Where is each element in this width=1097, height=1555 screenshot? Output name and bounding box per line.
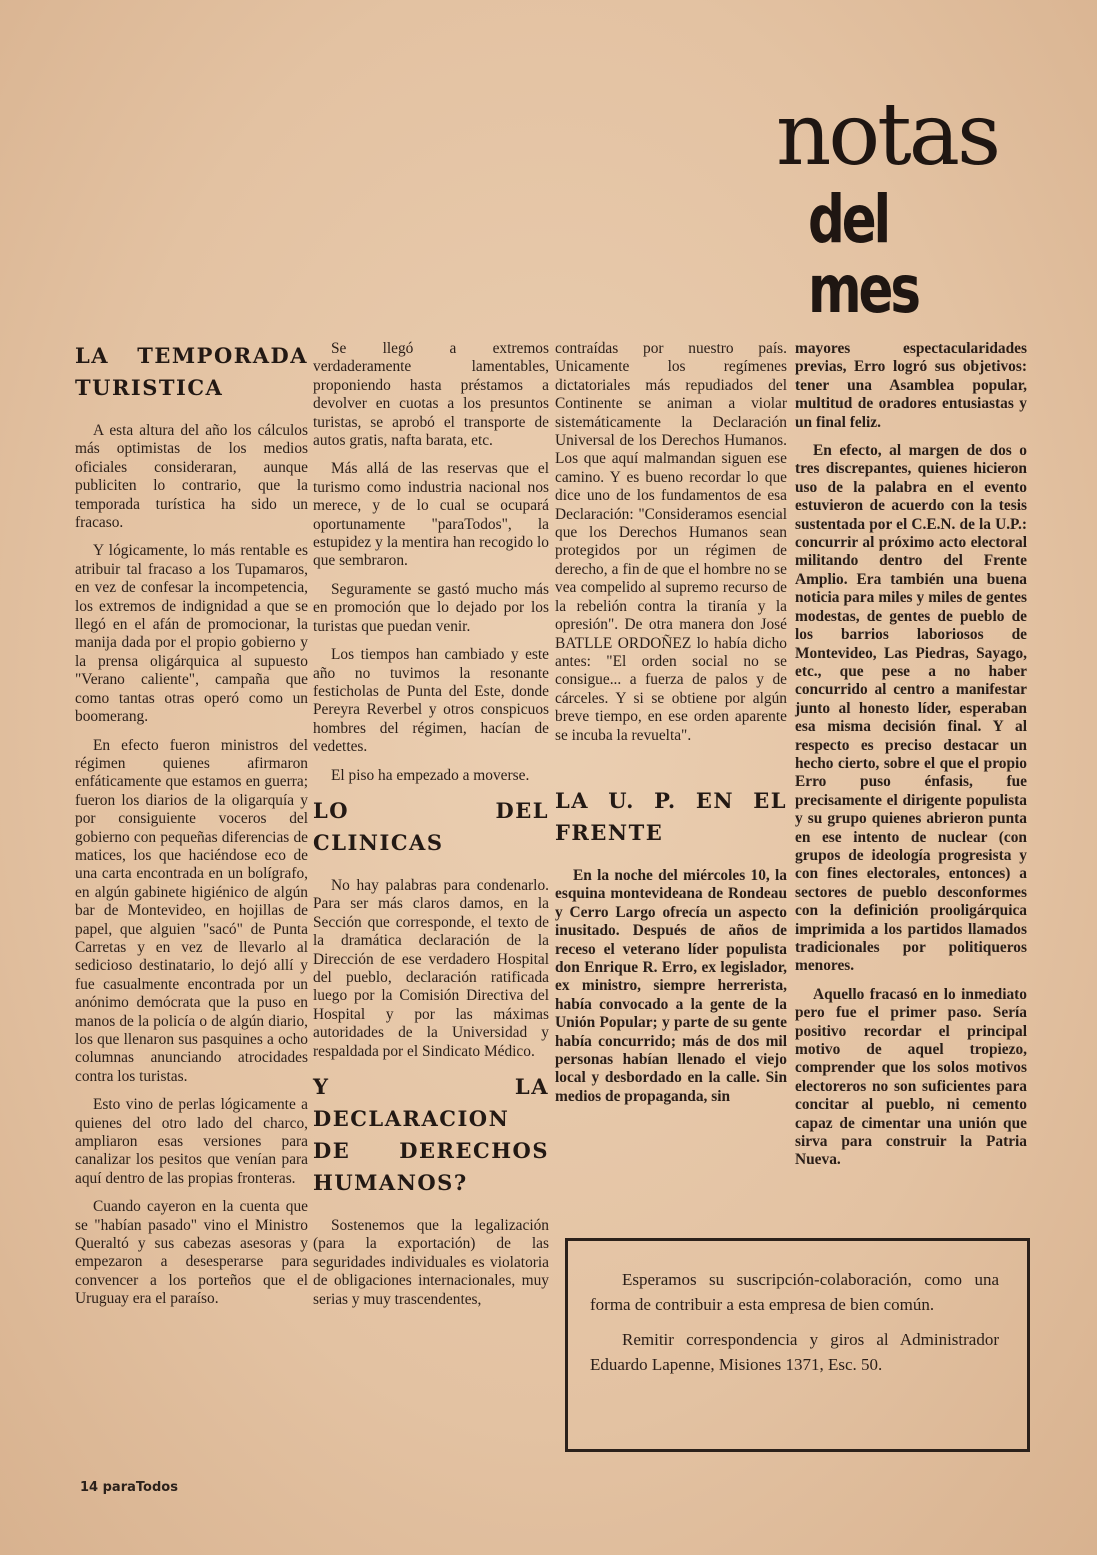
masthead-title: notas [776,85,999,185]
paragraph: Esto vino de perlas lógicamente a quienes del otro lado del charco, ampliaron esas versiones para canalizar los pesitos que venían para aquí dentro de las propias fronteras. [75,1096,308,1187]
masthead-subtitle: del mes [808,181,918,328]
section-heading-temporada: LA TEMPORADA TURISTICA [75,343,308,400]
column-1 [75,340,308,1319]
paragraph: En efecto fueron ministros del régimen quienes afirmaron enfáticamente que estamos en guerra; fueron los diarios de la oligarquía y por consiguiente voceros del gobierno con pequeñas diferencias de matices, los que haciéndose eco de una carta encontrada en un bolígrafo, en algún gabinete higiénico de algún bar de Montevideo, en hojillas de papel, que alguien "sacó" de Punta Carretas y en vez de llevarlo al sedicioso destinatario, lo dejó allí y fue casualmente encontrada por un anónimo demócrata que la puso en manos de la policía o de algún diario, los que llenaron sus pasquines a ocho columnas anunciando atrocidades contra los turistas. [75,736,308,1085]
section-heading-up-frente: LA U. P. EN EL FRENTE [555,787,787,845]
subscription-text: Esperamos su suscripción-colaboración, como una forma de contribuir a esta empresa de bien común. [590,1270,999,1314]
subscription-box [565,1238,1030,1452]
column-2 [313,340,549,1319]
paragraph: En efecto, al margen de dos o tres discrepantes, quienes hicieron uso de la palabra en el evento estuvieron de acuerdo con la tesis sustentada por el C.E.N. de la U.P.: concurrir al próximo acto electoral militando dentro del Frente Amplio. Era también una buena noticia para miles y miles de gentes modestas, de gentes de pueblo de los barrios laboriosos de Montevideo, Las Piedras, Sayago, etc., que pese a no haber concurrido al centro a manifestar junto al honesto líder, esperaban esa misma decisión final. Y al respecto es preciso destacar un hecho cierto, sobre el que el propio Erro puso énfasis, fue precisamente el dirigente populista y su grupo quienes abrieron punta en ese intento de nuclear (con grupos de ideología progresista y con fines electorales, entonces) a sectores de pueblo desconformes con la definición prooligárquica imprimida a los partidos llamados tradicionales por politiqueros menores. [795,442,1027,975]
column-3 [555,340,787,1116]
paragraph: Más allá de las reservas que el turismo como industria nacional nos merece, y de lo cual se ocupará oportunamente "paraTodos", la estupidez y la mentira han recogido lo que sembraron. [313,460,549,570]
paragraph: Los tiempos han cambiado y este año no tuvimos la resonante festicholas de Punta del Este, donde Pereyra Reverbel y otros conspicuos hombres del régimen, hacían de vedettes. [313,646,549,756]
paragraph: No hay palabras para condenarlo. Para ser más claros damos, en la Sección que corresponde, el texto de la dramática declaración de la Dirección de ese verdadero Hospital del pueblo, declaración ratificada luego por la Comisión Directiva del Hospital y por las máximas autoridades de la Universidad y respaldada por el Sindicato Médico. [313,876,549,1060]
paragraph: El piso ha empezado a moverse. [331,766,530,784]
address-text: Remitir correspondencia y giros al Administrador Eduardo Lapenne, Misiones 1371, Esc. 50. [590,1330,999,1374]
paragraph: Cuando cayeron en la cuenta que se "habían pasado" vino el Ministro Queraltó y sus cabezas asesoras y empezaron a desesperarse para convencer a los porteños que el Uruguay era el paraíso. [75,1198,308,1308]
paragraph: Aquello fracasó en lo inmediato pero fue el primer paso. Sería positivo recordar el principal motivo de aquel tropiezo, comprender que los solos motivos electoreros no son suficientes para concitar al pueblo, ni cemento capaz de cimentar una unión que sirva para construir la Patria Nueva. [795,985,1027,1169]
page-footer: 14 paraTodos [80,1480,178,1495]
paragraph: Y lógicamente, lo más rentable es atribuir tal fracaso a los Tupamaros, en vez de confesar la incompetencia, los extremos de indignidad a que se llegó en el afán de promocionar, la manija dada por el propio gobierno y la prensa oligárquica al supuesto "Verano caliente", campaña que como tantas otras operó como un boomerang. [75,542,308,726]
paragraph: Sostenemos que la legalización (para la exportación) de las seguridades individuales es violatoria de obligaciones internacionales, muy serias y muy trascendentes, [313,1217,549,1308]
paragraph: En la noche del miércoles 10, la esquina montevideana de Rondeau y Cerro Largo ofrecía un aspecto inusitado. Después de años de receso el veterano líder populista don Enrique R. Erro, ex legislador, ex ministro, siempre herrerista, había convocado a la gente de la Unión Popular; y parte de su gente había concurrido; más de dos mil personas habían llenado el viejo local y desbordado en la calle. Sin medios de propaganda, sin [555,866,787,1105]
paragraph: A esta altura del año los cálculos más optimistas de los medios oficiales consideraran, aunque publiciten lo contrario, que la temporada turística ha sido un fracaso. [75,422,308,532]
paragraph: Se llegó a extremos verdaderamente lamentables, proponiendo hasta préstamos a devolver en cuotas a los presuntos turistas, se aprobó el transporte de autos gratis, nafta barata, etc. [313,340,549,450]
paragraph: contraídas por nuestro país. Unicamente los regímenes dictatoriales más repudiados del Continente se animan a violar sistemáticamente la Declaración Universal de los Derechos Humanos. Los que aquí malmandan siguen ese camino. Y es bueno recordar lo que dice uno de los fundamentos de esa Declaración: "Consideramos esencial que los Derechos Humanos sean protegidos por un régimen de derecho, a fin de que el hombre no se vea compelido al supremo recurso de la rebelión contra la tiranía y la opresión". De otra manera don José BATLLE ORDOÑEZ lo había dicho antes: "El orden social no se consigue... a fuerza de palos y de cárceles. Y si se obtiene por algún breve tiempo, en ese orden aparente se incuba la revuelta". [555,340,787,744]
column-4 [795,340,1027,1180]
section-heading-clinicas: LO DEL CLINICAS [313,797,549,855]
paragraph: mayores espectacularidades previas, Erro logró sus objetivos: tener una Asamblea popular, multitud de oradores entusiastas y un final feliz. [795,340,1027,431]
paragraph: Seguramente se gastó mucho más en promoción que lo dejado por los turistas que puedan venir. [313,580,549,635]
section-heading-derechos-humanos: Y LA DECLARACION DE DERECHOS HUMANOS? [313,1074,549,1195]
